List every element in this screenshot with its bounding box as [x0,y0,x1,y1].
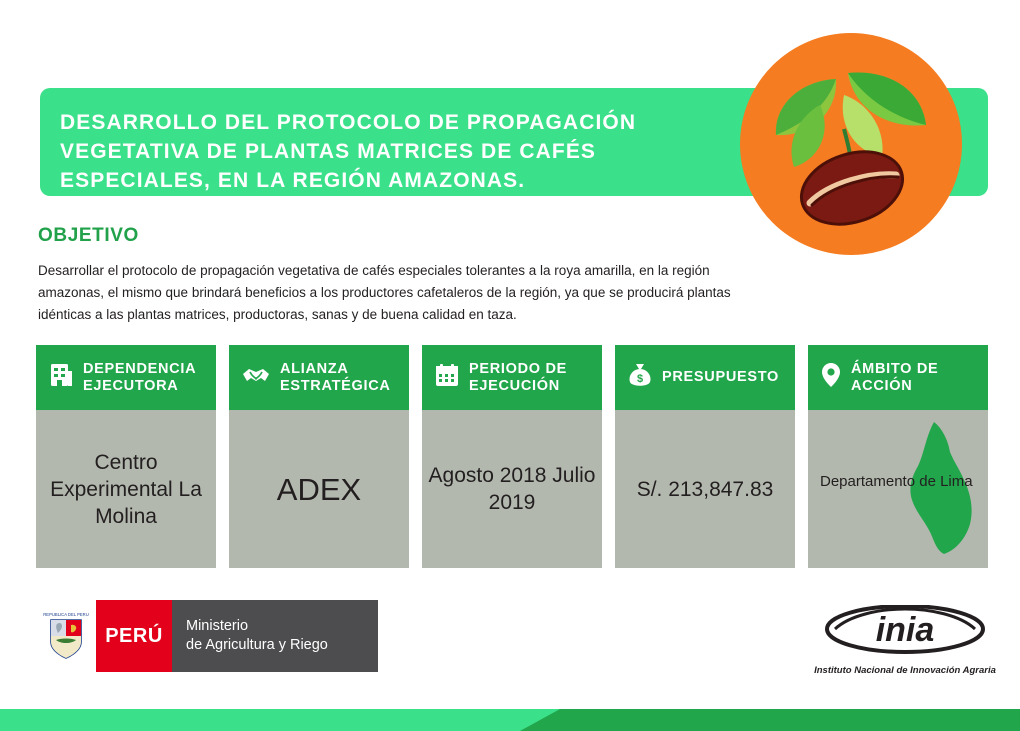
card-body [422,410,602,568]
card-label: PRESUPUESTO [662,369,780,385]
card-label: DEPENDENCIA EJECUTORA [83,360,196,394]
peru-wordmark: PERÚ [96,600,172,672]
card-label: ALIANZA ESTRATÉGICA [280,360,391,394]
svg-text:REPUBLICA DEL PERU: REPUBLICA DEL PERU [43,612,89,617]
card-periodo-ejecucion [422,345,602,568]
card-value: Agosto 2018 Julio 2019 [428,464,596,514]
ministry-name [172,600,378,672]
card-value: S/. 213,847.83 [636,477,774,501]
handshake-icon [241,362,271,393]
stripe-dark-green [520,709,1020,731]
svg-text:inia: inia [875,611,935,649]
page-title: DESARROLLO DEL PROTOCOLO DE PROPAGACIÓN VEGETATIVA DE PLANTAS MATRICES DE CAFÉS ESPECIALES, EN LA REGIÓN AMAZONAS. [60,111,637,192]
card-value: Centro Experimental La Molina [50,450,202,528]
ministry-line-1: Ministerio [186,618,249,634]
card-body [615,410,795,568]
card-body [808,410,988,568]
peru-coat-of-arms-icon [36,600,96,672]
card-value: Departamento de Lima [820,473,973,490]
inia-logo [810,605,1000,676]
objective-text: Desarrollar el protocolo de propagación vegetativa de cafés especiales tolerantes a la roya amarilla, en la región amazonas, el mismo que brindará beneficios a los productores cafetaleros de la región, ya que se producirá plantas idénticas a las plantas matrices, productoras, sanas y de buena calidad en taza. [38,263,731,322]
card-ambito-accion [808,345,988,568]
bottom-stripe [0,709,1020,731]
card-label: PERIODO DE EJECUCIÓN [469,360,568,394]
coffee-bean-leaves-icon [740,33,962,255]
map-pin-icon [820,361,842,394]
ministry-line-2: de Agricultura y Riego [186,637,328,653]
objective-heading: OBJETIVO [38,225,139,246]
card-value: ADEX [276,471,362,507]
info-cards [36,345,988,568]
inia-wordmark-icon [810,605,1000,657]
card-header [36,345,216,410]
inia-subtitle: Instituto Nacional de Innovación Agraria [814,665,996,676]
card-body [36,410,216,568]
card-header [422,345,602,410]
peru-ministry-logo [36,600,378,672]
card-dependencia-ejecutora [36,345,216,568]
card-body [229,410,409,568]
card-header [808,345,988,410]
calendar-icon [434,362,460,393]
card-header [229,345,409,410]
card-header [615,345,795,410]
svg-text:$: $ [636,373,644,385]
card-presupuesto [615,345,795,568]
stripe-light-green [0,709,560,731]
card-alianza-estrategica [229,345,409,568]
building-icon [48,361,74,394]
card-label: ÁMBITO DE ACCIÓN [851,360,939,394]
money-bag-icon [627,361,653,394]
